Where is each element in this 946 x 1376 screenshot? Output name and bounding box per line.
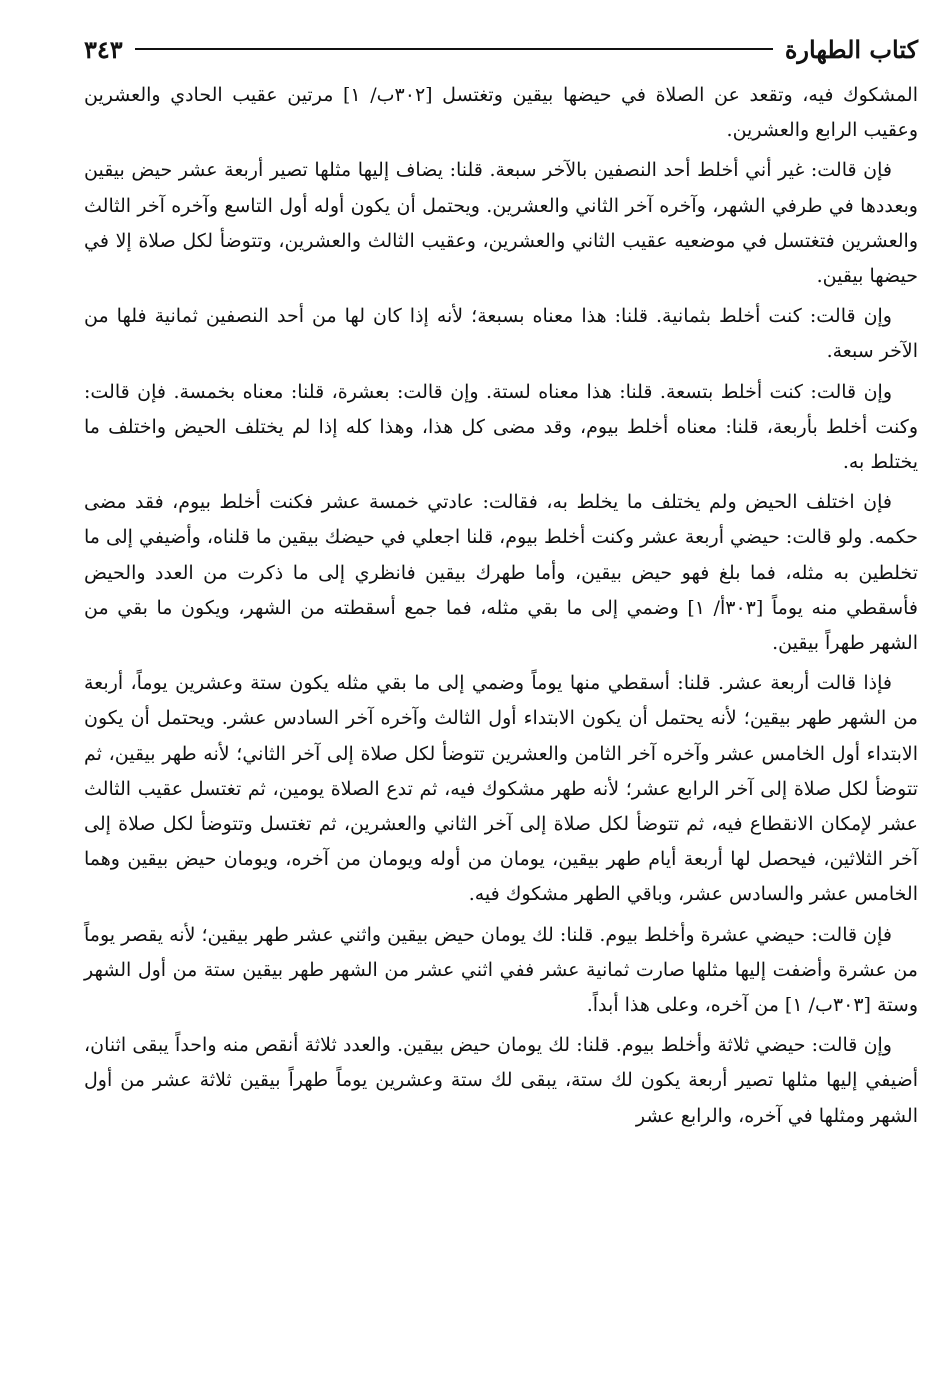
paragraph: فإذا قالت أربعة عشر. قلنا: أسقطي منها يوماً وضمي إلى ما بقي مثله يكون ستة وعشرين يوماً، أربعة من الشهر طهر بيقين؛ لأنه يحتمل أن يكون الابتداء أول الثالث وآخره آخر السادس عشر. ويحتمل أن يكون الابتداء أول الخامس عشر وآخره آخر الثامن والعشرين تتوضأ لكل صلاة إلى آخر الثاني؛ لأنه طهر بيقين، ثم تتوضأ لكل صلاة إلى آخر الرابع عشر؛ لأنه طهر مشكوك فيه، ثم تدع الصلاة يومين، ثم تغتسل عقيب الثالث عشر لإمكان الانقطاع فيه، ثم تتوضأ لكل صلاة إلى آخر الثاني والعشرين، ثم تغتسل وتتوضأ لكل صلاة إلى آخر الثلاثين، فيحصل لها أربعة أيام طهر بيقين، يومان من أوله ويومان من آخره، ويومان حيض بيقين وهما الخامس عشر والسادس عشر، وباقي الطهر مشكوك فيه.	[84, 672, 918, 906]
page-number: ٣٤٣	[84, 34, 123, 64]
paragraph: فإن قالت: حيضي عشرة وأخلط بيوم. قلنا: لك يومان حيض بيقين واثني عشر طهر بيقين؛ لأنه يقصر يوماً من عشرة وأضفت إليها مثلها صارت ثمانية عشر ففي اثني عشر من الشهر طهر بيقين ستة من أول الشهر وستة [٣٠٣ب/ ١] من آخره، وعلى هذا أبداً.	[84, 923, 918, 1017]
paragraph: وإن قالت: كنت أخلط بثمانية. قلنا: هذا معناه بسبعة؛ لأنه إذا كان لها من أحد النصفين ثمانية فلها من الآخر سبعة.	[84, 305, 918, 363]
book-title: كتاب الطهارة	[784, 34, 918, 64]
paragraph: وإن قالت: كنت أخلط بتسعة. قلنا: هذا معناه لستة. وإن قالت: بعشرة، قلنا: معناه بخمسة. فإن قالت: وكنت أخلط بأربعة، قلنا: معناه أخلط بيوم، وقد مضى كل هذا، وهذا كله إذا لم يختلف الحيض واختلف ما يختلط به.	[84, 380, 918, 474]
paragraph: وإن قالت: حيضي ثلاثة وأخلط بيوم. قلنا: لك يومان حيض بيقين. والعدد ثلاثة أنقص منه واحداً يبقى اثنان، أضيفي إليها مثلها تصير أربعة يكون لك ستة، يبقى لك ستة وعشرين يوماً طهراً بيقين ثلاثة عشر من أول الشهر ومثلها في آخره، والرابع عشر	[84, 1034, 918, 1127]
header-rule	[135, 48, 773, 50]
paragraph: فإن اختلف الحيض ولم يختلف ما يخلط به، فقالت: عادتي خمسة عشر فكنت أخلط بيوم، فقد مضى حكمه. ولو قالت: حيضي أربعة عشر وكنت أخلط بيوم، قلنا اجعلي في حيضك بيقين ما قلناه، وأضيفي إلى ما تخلطين به مثله، فما بلغ فهو حيض بيقين، وأما طهرك بيقين فانظري إلى ما ذكرت من العدد والحيض فأسقطي منه يوماً [٣٠٣أ/ ١] وضمي إلى ما بقي مثله، فما جمع أسقطته من الشهر، ويكون ما بقي من الشهر طهراً بيقين.	[84, 491, 918, 655]
paragraph: المشكوك فيه، وتقعد عن الصلاة في حيضها بيقين وتغتسل [٣٠٢ب/ ١] مرتين عقيب الحادي والعشرين وعقيب الرابع والعشرين.	[84, 84, 918, 142]
body-text	[84, 78, 918, 1134]
page-header	[84, 26, 918, 72]
paragraph: فإن قالت: غير أني أخلط أحد النصفين بالآخر سبعة. قلنا: يضاف إليها مثلها تصير أربعة عشر حيض بيقين وبعددها في طرفي الشهر، وآخره آخر الثاني والعشرين. ويحتمل أن يكون أوله أول التاسع وآخره آخر الثالث والعشرين فتغتسل في موضعيه عقيب الثاني والعشرين، وعقيب الثالث والعشرين، وتتوضأ لكل صلاة إلا في حيضها بيقين.	[84, 159, 918, 288]
book-page	[84, 26, 918, 1366]
